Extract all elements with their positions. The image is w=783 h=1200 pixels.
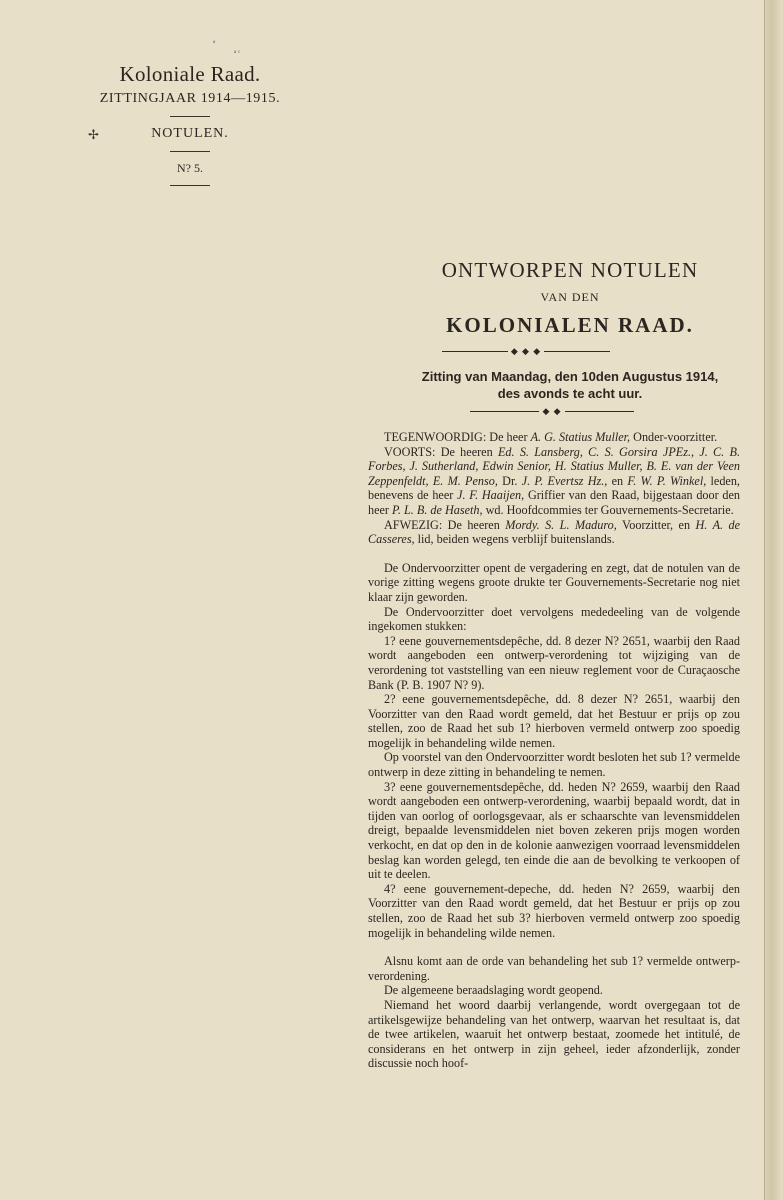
session-year: ZITTINGJAAR 1914—1915. <box>99 91 281 106</box>
paragraph: Niemand het woord daarbij verlangende, wordt overgegaan tot de artikelsgewijze behandeling van het ontwerp, waarvan het resultaat is, dat de twee artikelen, waaruit het ontwerp bestaat, zoomede het intitulé, de considerans en het ontwerp in zijn geheel, ieder afzonderlijk, zonder discussie noch hoof- <box>368 997 740 1071</box>
notulen-text: NOTULEN. <box>151 126 229 141</box>
paragraph: De algemeene beraadslaging wordt geopend. <box>384 983 603 998</box>
divider <box>170 151 210 152</box>
council-title: KOLONIALEN RAAD. <box>446 313 694 337</box>
ink-speck: ᵃ ᵗ <box>234 48 240 57</box>
paragraph: De Ondervoorzitter opent de vergadering en zegt, dat de notulen van de vorige zitting wegens groote drukte ter Gouvernements-Secretarie nog niet klaar zijn geworden. <box>368 560 740 604</box>
sitting-heading <box>380 368 760 402</box>
issue-number: N? 5. <box>177 161 203 175</box>
person-names: F. W. P. Winkel, <box>627 473 707 488</box>
attendance-also <box>368 445 740 518</box>
attendance-absent <box>368 518 740 547</box>
ornament-rule-top <box>442 345 610 357</box>
attendance-present <box>368 430 740 445</box>
person-names: Mordy. S. L. Maduro, <box>505 517 617 532</box>
ornament-icon: ◆ ◆ <box>542 405 562 416</box>
text: De heer <box>486 430 531 444</box>
text: wd. Hoofdcommies ter Gouvernements-Secretarie. <box>482 502 734 517</box>
header-block <box>80 62 300 195</box>
person-name: A. G. Statius Muller, <box>530 430 631 444</box>
text: Onder-voorzitter. <box>630 430 718 444</box>
rule-line <box>565 411 634 412</box>
sitting-line: Zitting van Maandag, den 10den Augustus 1914, <box>421 369 719 384</box>
text: De heeren <box>442 517 506 532</box>
ornament-icon: ◆ ◆ ◆ <box>510 345 542 356</box>
person-names: Ed. S. Lansberg, C. S. Gorsira JPEz., J. C. B. Forbes, J. Sutherland, Edwin Senior, H. Statius Muller, B. E. van der Veen Zeppenfeldt, E. M. Penso, <box>368 444 740 488</box>
label-present: TEGENWOORDIG: <box>384 430 487 444</box>
rule-line <box>442 351 508 352</box>
person-names: J. F. Haaijen, <box>457 488 525 503</box>
paragraph: Op voorstel van den Ondervoorzitter wordt besloten het sub 1? vermelde ontwerp in deze zitting in behandeling te nemen. <box>368 750 740 780</box>
paragraph: 4? eene gouvernement-depeche, dd. heden N? 2659, waarbij den Voorzitter van den Raad wordt gemeld, dat het Bestuur er prijs op zou stellen, zoo de Raad het sub 3? hierboven vermeld ontwerp zoo spoedig mogelijk in behandeling wilde nemen. <box>368 881 740 940</box>
rule-line <box>544 351 610 352</box>
page-edge <box>764 0 783 1200</box>
label-absent: AFWEZIG: <box>384 517 443 532</box>
ink-speck: ᵃ <box>213 38 216 47</box>
text: leden, benevens de heer <box>368 473 740 503</box>
person-names: J. P. Evertsz Hz., <box>521 473 608 488</box>
divider <box>170 185 210 186</box>
label-also: VOORTS: <box>384 444 436 459</box>
document-title: ONTWORPEN NOTULEN <box>441 258 699 282</box>
person-names: P. L. B. de Haseth, <box>392 502 483 517</box>
paragraph: 2? eene gouvernementsdepêche, dd. 8 dezer N? 2651, waarbij den Voorzitter van den Raad wordt gemeld, dat het Bestuur er prijs op zou stellen, zoo de Raad het sub 1? hierboven vermeld ontwerp zoo spoedig mogelijk in behandeling wilde nemen. <box>368 692 740 750</box>
sitting-line: des avonds te acht uur. <box>497 386 643 401</box>
text: Voorzitter, en <box>616 517 696 532</box>
title-subline: VAN DEN <box>540 290 600 304</box>
text: Dr. <box>497 473 522 488</box>
divider <box>170 116 210 117</box>
rule-line <box>470 411 539 412</box>
text: lid, beiden wegens verblijf buitenslands. <box>414 532 615 547</box>
text: De heeren <box>435 444 498 459</box>
text: en <box>607 473 628 488</box>
notulen-label <box>80 126 300 142</box>
ornament-rule-bottom <box>470 405 634 417</box>
person-names: H. A. de Casseres, <box>368 517 741 547</box>
minutes-body <box>368 430 740 1071</box>
paragraph: 3? eene gouvernementsdepêche, dd. heden N? 2659, waarbij den Raad wordt aangeboden een ontwerp-verordening, waarbij bepaald wordt, dat in tijden van oorlog of oorlogsgevaar, als er schaarschte van levensmiddelen dreigt, bepaalde levensmiddelen niet boven zekeren prijs mogen worden verkocht, en dat op den in de kolonie aanwezigen voorraad levensmiddelen beslag kan worden gelegd, ten einde die aan de bevolking te verkoopen of uit te deelen. <box>368 779 740 882</box>
ornament-icon: ✢ <box>88 127 100 142</box>
council-name: Koloniale Raad. <box>119 62 261 86</box>
paragraph: Alsnu komt aan de orde van behandeling het sub 1? vermelde ontwerp-verordening. <box>368 954 740 983</box>
text: Griffier van den Raad, bijgestaan door den heer <box>368 488 740 517</box>
paragraph: 1? eene gouvernementsdepêche, dd. 8 dezer N? 2651, waarbij den Raad wordt aangeboden een ontwerp-verordening tot wijziging van de verordening tot vaststelling van een nieuw reglement voor de Curaçaosche Bank (P. B. 1907 N? 9). <box>368 633 740 692</box>
paragraph: De Ondervoorzitter doet vervolgens mededeeling van de volgende ingekomen stukken: <box>368 604 740 634</box>
